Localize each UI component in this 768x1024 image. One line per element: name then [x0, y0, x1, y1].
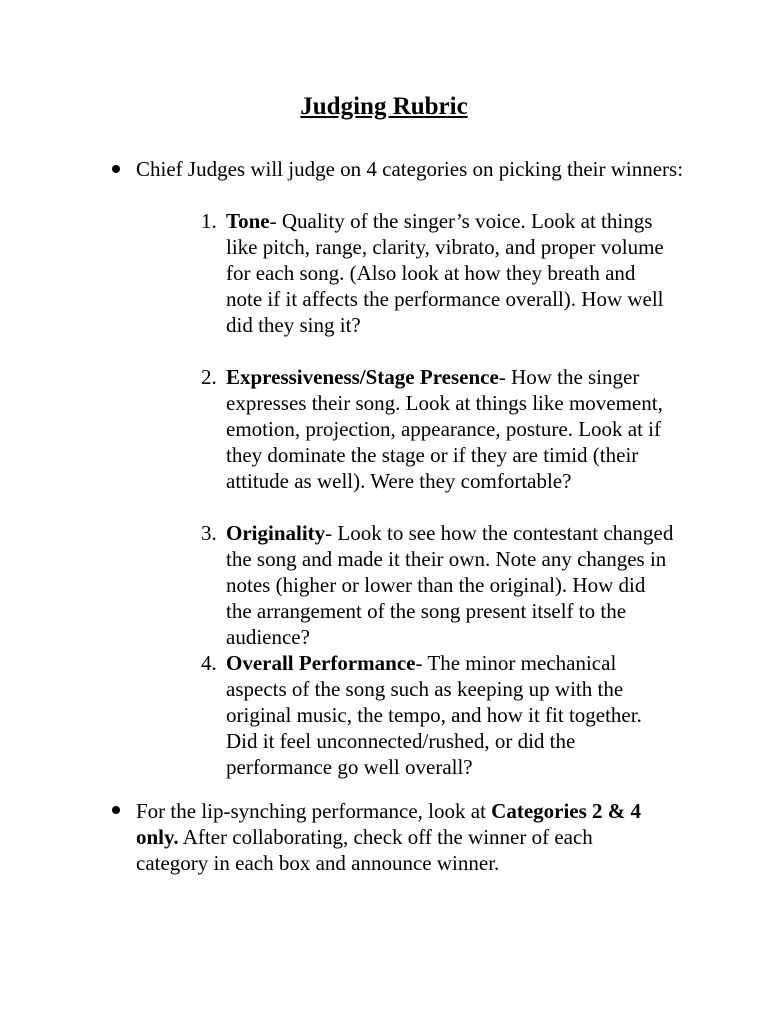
category-description: - How the singer expresses their song. Look at things like movement, emotion, projection, appearance, posture. Look at if they dominate the stage or if they are timid (their attitude as well). Were they comfortable? [226, 365, 663, 493]
bullet-icon [112, 165, 120, 173]
page-title: Judging Rubric [300, 93, 468, 120]
list-item [201, 364, 676, 520]
lipsync-tail-text: After collaborating, check off the winner of each category in each box and announce winner. [136, 825, 593, 875]
category-description: - Quality of the singer’s voice. Look at things like pitch, range, clarity, vibrato, and proper volume for each song. (Also look at how they breath and note if it affects the performance overall). How well did they sing it? [226, 209, 664, 337]
list-item-number: 2. [201, 365, 217, 389]
category-description: - The minor mechanical aspects of the song such as keeping up with the original music, the tempo, and how it fit together. Did it feel unconnected/rushed, or did the performance go well overall? [226, 651, 642, 779]
bullet-icon [112, 806, 120, 814]
lipsync-lead-text: For the lip-synching performance, look at [136, 799, 492, 823]
list-item [201, 520, 676, 650]
list-item [201, 208, 676, 364]
list-item-number: 1. [201, 209, 217, 233]
list-item-number: 3. [201, 521, 217, 545]
category-name: Overall Performance [226, 651, 416, 675]
list-item [201, 650, 676, 780]
category-list [201, 208, 676, 780]
category-name: Tone [226, 209, 270, 233]
lipsync-categories: Categories 2 & 4 only. [136, 799, 642, 849]
category-description: - Look to see how the contestant changed the song and made it their own. Note any changes in notes (higher or lower than the original). How did the arrangement of the song present itself to the audience? [226, 521, 674, 649]
category-name: Originality [226, 521, 326, 545]
category-name: Expressiveness/Stage Presence [226, 365, 499, 389]
bullet-paragraph-intro: Chief Judges will judge on 4 categories on picking their winners: [136, 157, 684, 181]
bullet-paragraph-lipsync [136, 798, 646, 876]
list-item-number: 4. [201, 651, 217, 675]
